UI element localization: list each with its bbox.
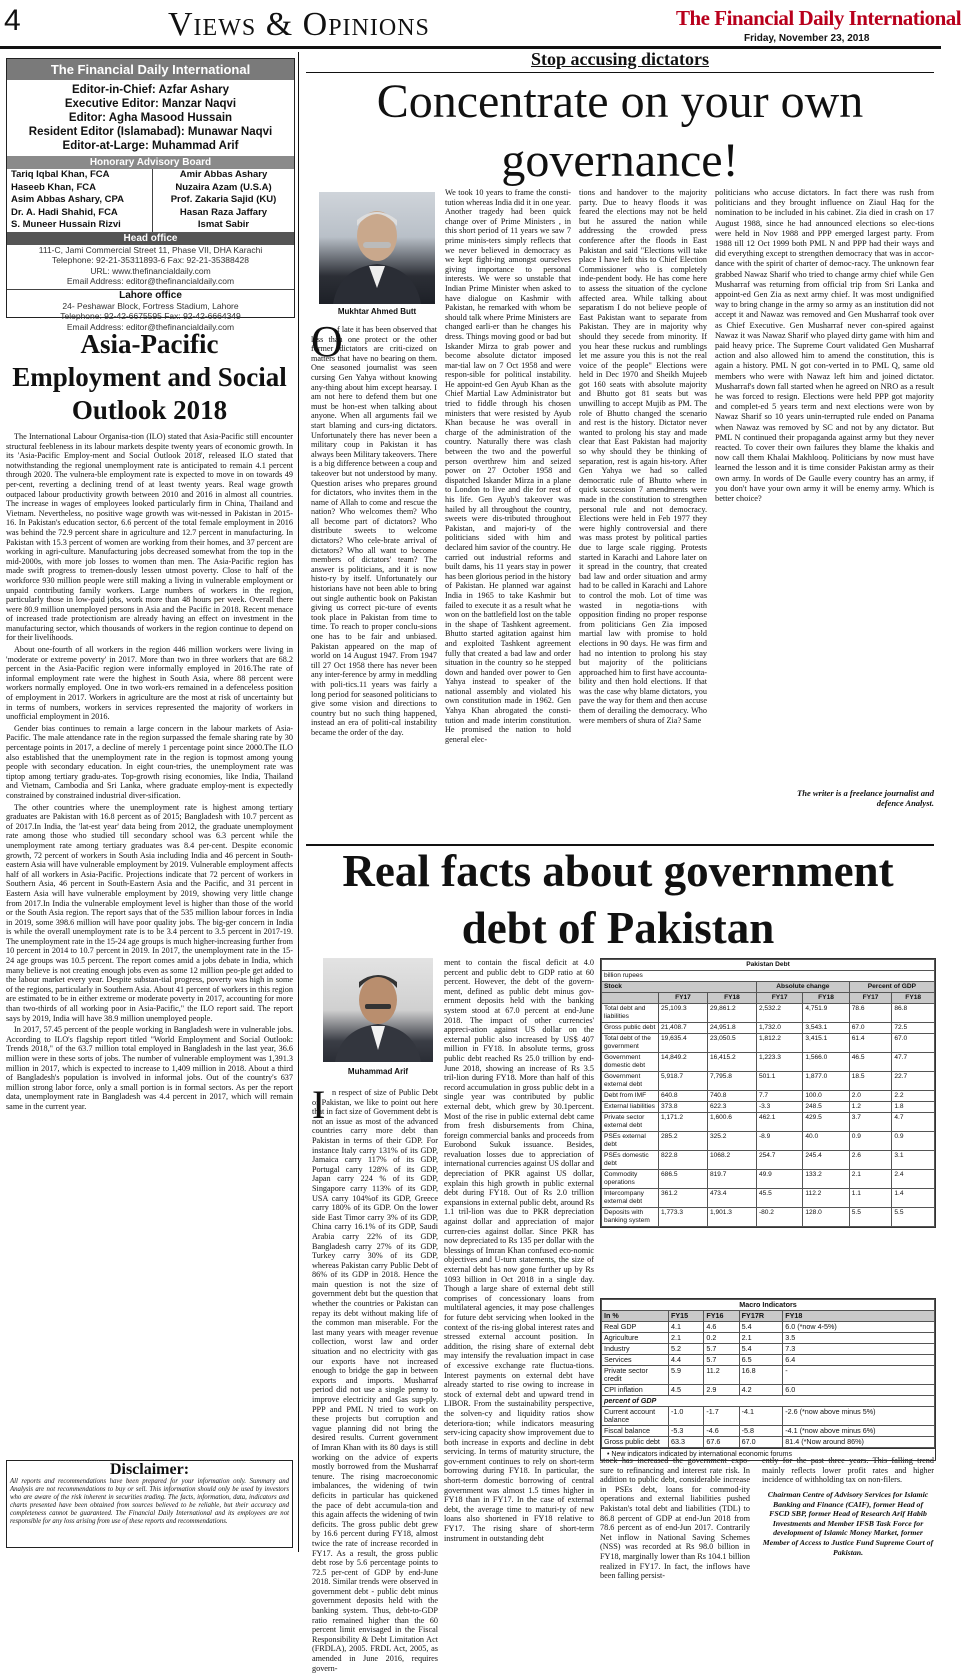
table-cell: 7.7 bbox=[756, 1091, 802, 1102]
table-cell: 1,812.2 bbox=[756, 1034, 802, 1053]
author-portrait-icon bbox=[319, 192, 435, 304]
table-row bbox=[602, 1366, 935, 1385]
table-cell: 14,849.2 bbox=[659, 1053, 708, 1072]
bottom-article-headline-2: debt of Pakistan bbox=[461, 903, 775, 953]
board-member: Tariq Iqbal Khan, FCA bbox=[11, 169, 110, 180]
table-cell: 1,732.0 bbox=[756, 1023, 802, 1034]
table-cell: 6.4 bbox=[783, 1355, 935, 1366]
lahore-office-title: Lahore office bbox=[7, 289, 294, 301]
editor-line: Resident Editor (Islamabad): Munawar Naqvi bbox=[28, 126, 273, 138]
bottom-article-author: Muhammad Arif bbox=[347, 1067, 409, 1076]
debt-table bbox=[601, 959, 935, 1227]
col-header: FY17R bbox=[739, 1311, 783, 1322]
row-label: Gross public debt bbox=[602, 1437, 669, 1448]
address-line: 111-C, Jami Commercial Street 11, Phase VII, DHA Karachi bbox=[38, 244, 263, 255]
top-article-col-2: We took 10 years to frame the consti-tution whereas India did it in one year. Another tragedy had been quick change over of Prime Ministers , in this short period of 11 years we saw 7 prime minis-ters simply reflects that we never believed in democracy as we kept fight-ing amongst ourselves giving importance to personal interests. We were so unstable that Indian Prime Minister when asked to have dialogue on Kashmir with Pakistan, he remarked with whom be should talk where Prime Ministers are changed earli-er than he changes his dress. Things moving good or bad but Iskander Mirza to grab power and become absolute dictator imposed mar-tial law on 7 Oct 1958 and were respon-sible for political instability. He appoint-ed Gen Ayub Khan as the Chief Martial Law Administrator but tried to fiddle through his chosen ministers that were resisted by Ayub Khan because he was overall in charge of the administration of the country. Naturally there was clash between the two and the powerful person overthrew him and seized power on 27 October 1958 and dispatched Iskander Mirza in a plane to London to live and die for rest of his life. Gen Ayub's takeover was hailed by all throughout the country, sweets were dis-tributed throughout Pakistan, and majori-ty of the politicians sided with him and declared him savior of the country. He carried out industrial reforms and built dams, his 11 years stay in power has been glorious period in the history of Pakistan. He planned war against India in 1965 to take Kashmir but failed to execute it as a result what he won on the battlefield lost on the table in the shape of Tashkent agreement. Bhutto started agitation against him and exploited Tashkent agreement fully that created a bad law and order situation in the country so he stepped down and handed over power to Gen Yahya instead to speaker of the national assembly and violated his own constitution made in 1962. Gen Yahya Khan abrogated the consti-tution and made interim constitution. He promised the nation to hold general elec- bbox=[445, 188, 571, 744]
table-cell: 5.7 bbox=[704, 1344, 739, 1355]
disclaimer-title: Disclaimer: bbox=[109, 1461, 190, 1478]
table-row bbox=[602, 1072, 935, 1091]
address-line: Email Address: editor@thefinancialdaily.com bbox=[66, 276, 235, 286]
table-cell: 1,877.0 bbox=[803, 1072, 849, 1091]
editor-line: Editor: Agha Masood Hussain bbox=[68, 112, 233, 124]
table-cell: 128.0 bbox=[803, 1208, 849, 1227]
table-cell: 2.1 bbox=[669, 1333, 704, 1344]
debt-table-unit: billion rupees bbox=[602, 971, 935, 982]
table-row bbox=[602, 1113, 935, 1132]
table-cell: 3,543.1 bbox=[803, 1023, 849, 1034]
bottom-article-col-2: ment to contain the fiscal deficit at 4.0 percent and public debt to GDP ratio at 60 percent. However, the debt of the govern-ment, defined as public debt minus gov-ernment deposits held with the banking system stood at 67.0 percent at end-June 2018. The impact of other currencies' appreci-ation against US dollar on the external public also increased by US$ 407 million in FY18. In absolute terms, gross public debt reached Rs 25.0 trillion by end-June 2018, showing an increase of Rs 3.5 tril-lion during FY18. More than half of this record accumulation in gross public debt in a single year was contributed by public external debt, which grew by 30.1percent. Most of the rise in public external debt came from fresh disbursements from China, foreign commercial banks and proceeds from Eurobond Sukuk issuance. Besides, revaluation losses due to appreciation of international currencies against US dollar and depreciation of PKR against US dollar, explain this high growth in public external debt during FY18. Out of Rs 2.0 trillion expansions in external public debt, around Rs 1.1 tril-lion was due to PKR depreciation against dollar and appreciation of major curren-cies against dollar. Since PKR has now depreciated to Rs 135 per dollar with the blessings of Imran Khan confused eco-nomic objectives and U-turn statements, the size of external debt has now gone further up by Rs 1093 billion in Oct 2018 in a single day. Though a large share of external debt still comprises of concessionary loans from multilateral agencies, it may pose challenges for future debt servicing when looked in the context of the ris-ing global interest rates and stressed external account position. In addition, the rising share of external debt may intensify the revaluation impact in case of excessive exchange rate fluctua-tions. Interest payments on external debt have already started to rise owing to increase in stock of external debt and upward trend in LIBOR. From the sustainability perspective, the solven-cy and liquidity ratios show deteriora-tion; while indicators measuring serv-icing capacity show improvement due to both increase in exports and decline in debt servicing. In terms of maturity structure, the gov-ernment continues to rely on short-term borrowing during FY18. In particular, the short-term domestic borrowing of central government was almost 1.5 times higher in FY18 than in FY17. In the case of external debt, the average time to maturi-ty of new loans also shortened in FY18 relative to FY17. The rising share of short-term instrument in outstanding debt bbox=[444, 958, 594, 1543]
row-label: Intercompany external debt bbox=[602, 1189, 659, 1208]
debt-table-title: Pakistan Debt bbox=[602, 960, 935, 971]
paragraph: Gender bias continues to remain a large concern in the labour markets of Asia-Pacific. The male attendance rate in the region surpassed the female sharing rate by 30 percentage points in 2017, a decline of merely 1 percentage point since 2000.The ILO also established that the unemployment rate in the region is topmost among young people with secondary education. In eight coun-tries, the unemployment rate was tiptop among tertiary gradu-ates. Top-growth rising economies, like India, Thailand and Vietnam, Cambodia and Sri Lanka, where graduate employ-ment is expectedly constrained by constrained industrial diver-sification. bbox=[6, 723, 293, 800]
table-cell: 5.7 bbox=[704, 1355, 739, 1366]
table-cell: -80.2 bbox=[756, 1208, 802, 1227]
board-member: Prof. Zakaria Sajid (KU) bbox=[170, 194, 277, 205]
table-cell: 78.6 bbox=[849, 1004, 892, 1023]
table-cell: -1.0 bbox=[669, 1407, 704, 1426]
row-label: External liabilities bbox=[602, 1102, 659, 1113]
editor-line: Editor-at-Large: Muhammad Arif bbox=[62, 140, 239, 152]
year-header: FY17 bbox=[756, 993, 802, 1004]
table-cell: 0.9 bbox=[849, 1132, 892, 1151]
row-label: Private sector external debt bbox=[602, 1113, 659, 1132]
row-label: PSEs external debt bbox=[602, 1132, 659, 1151]
macro-table-box bbox=[600, 1298, 936, 1461]
table-cell: 112.2 bbox=[803, 1189, 849, 1208]
column-divider bbox=[298, 52, 299, 1552]
year-header: FY18 bbox=[803, 993, 849, 1004]
table-cell: 22.7 bbox=[892, 1072, 935, 1091]
row-label: Commodity operations bbox=[602, 1170, 659, 1189]
table-cell: 4.2 bbox=[739, 1385, 783, 1396]
head-office-title: Head office bbox=[7, 232, 294, 245]
table-cell: 6.0 (*now 4-5%) bbox=[783, 1322, 935, 1333]
table-cell: 2.0 bbox=[849, 1091, 892, 1102]
address-line: Telephone: 92-42-6675595 Fax: 92-42-6664349 bbox=[60, 311, 241, 321]
table-cell: -1.7 bbox=[704, 1407, 739, 1426]
top-article-headline-2: governance! bbox=[501, 134, 739, 187]
row-label: CPI inflation bbox=[602, 1385, 669, 1396]
col-header: FY15 bbox=[669, 1311, 704, 1322]
table-cell: 40.0 bbox=[803, 1132, 849, 1151]
table-row bbox=[602, 1407, 935, 1426]
table-cell: 3.1 bbox=[892, 1151, 935, 1170]
table-cell: 4.1 bbox=[669, 1322, 704, 1333]
row-label: Current account balance bbox=[602, 1407, 669, 1426]
table-row bbox=[602, 1322, 935, 1333]
table-row bbox=[602, 1053, 935, 1072]
row-label: Debt from IMF bbox=[602, 1091, 659, 1102]
disclaimer-text: All reports and recommendations have been prepared for your information only. Summary and Analysis are not recommendations to buy or sell. This information should only be used by investors who are aware of the risk inherent in securities trading. The facts, information, data, indicators and charts presented have been obtained from sources believed to be reliable, but their accuracy and completeness cannot be guaranteed. The Financial Daily International and its employees are not responsible for any loss arising from use of these reports and recommendations. bbox=[10, 1478, 289, 1525]
table-row bbox=[602, 1091, 935, 1102]
table-cell: 24,951.8 bbox=[707, 1023, 756, 1034]
table-cell: -5.3 bbox=[669, 1426, 704, 1437]
paper-name: The Financial Daily International bbox=[676, 6, 961, 30]
table-cell: 4.6 bbox=[704, 1322, 739, 1333]
editors-list bbox=[7, 83, 294, 153]
table-cell: 1,901.3 bbox=[707, 1208, 756, 1227]
table-cell: 16,415.2 bbox=[707, 1053, 756, 1072]
table-cell: 0.9 bbox=[892, 1132, 935, 1151]
table-row bbox=[602, 1004, 935, 1023]
bottom-author-bio: Chairman Centre of Advisory Services for Islamic Banking and Finance (CAIF), former Head of FSCD SBP, former Head of Research Arif Habib Investments and Member IFSB Task Force for development of Islamic Money Market, former Member of Access to Justice Fund Supreme Court of Pakistan. bbox=[762, 1490, 934, 1557]
row-label: PSEs domestic debt bbox=[602, 1151, 659, 1170]
table-cell: 5.9 bbox=[669, 1366, 704, 1385]
top-writer-note: The writer is a freelance journalist and defence Analyst. bbox=[797, 788, 934, 808]
table-row bbox=[602, 1426, 935, 1437]
table-cell: 5.4 bbox=[739, 1322, 783, 1333]
table-cell: 248.5 bbox=[803, 1102, 849, 1113]
table-cell: 1,223.3 bbox=[756, 1053, 802, 1072]
table-cell: 2.4 bbox=[892, 1170, 935, 1189]
table-cell: 3,415.1 bbox=[803, 1034, 849, 1053]
table-cell: 361.2 bbox=[659, 1189, 708, 1208]
row-label: Fiscal balance bbox=[602, 1426, 669, 1437]
table-cell: -2.6 (*now above minus 5%) bbox=[783, 1407, 935, 1426]
table-cell: 285.2 bbox=[659, 1132, 708, 1151]
col-header: In % bbox=[602, 1311, 669, 1322]
table-cell: 473.4 bbox=[707, 1189, 756, 1208]
table-cell: 1,773.3 bbox=[659, 1208, 708, 1227]
table-cell: 1,566.0 bbox=[803, 1053, 849, 1072]
col-header: Stock bbox=[602, 982, 757, 993]
table-cell: 46.5 bbox=[849, 1053, 892, 1072]
table-cell: 1,171.2 bbox=[659, 1113, 708, 1132]
table-cell: 100.0 bbox=[803, 1091, 849, 1102]
macro-footnote bbox=[601, 1448, 935, 1460]
footnote-text: New indicators indicated by international economic forums bbox=[611, 1451, 792, 1458]
macro-table bbox=[601, 1299, 935, 1448]
top-article-author: Mukhtar Ahmed Butt bbox=[337, 307, 417, 316]
table-cell: 2.9 bbox=[704, 1385, 739, 1396]
table-cell: 429.5 bbox=[803, 1113, 849, 1132]
editor-line: Editor-in-Chief: Azfar Ashary bbox=[72, 84, 229, 96]
year-header: FY18 bbox=[707, 993, 756, 1004]
row-label: Services bbox=[602, 1355, 669, 1366]
table-cell: 2.6 bbox=[849, 1151, 892, 1170]
bottom-dropcap: I bbox=[312, 1082, 326, 1127]
table-cell: 1.8 bbox=[892, 1102, 935, 1113]
row-label: Deposits with banking system bbox=[602, 1208, 659, 1227]
table-cell: 19,635.4 bbox=[659, 1034, 708, 1053]
table-cell: -4.1 bbox=[739, 1407, 783, 1426]
table-cell: 1.1 bbox=[849, 1189, 892, 1208]
table-cell: 822.8 bbox=[659, 1151, 708, 1170]
section-title: Views & Opinions bbox=[168, 6, 430, 43]
table-cell: 67.0 bbox=[739, 1437, 783, 1448]
editor-line: Executive Editor: Manzar Naqvi bbox=[64, 98, 237, 110]
table-cell: 2.2 bbox=[892, 1091, 935, 1102]
table-cell: 4,751.9 bbox=[803, 1004, 849, 1023]
table-row bbox=[602, 1023, 935, 1034]
table-cell: 2,532.2 bbox=[756, 1004, 802, 1023]
advisory-board-title: Honorary Advisory Board bbox=[7, 156, 294, 169]
address-line: Email Address: editor@thefinancialdaily.com bbox=[66, 321, 235, 332]
col-header: FY18 bbox=[783, 1311, 935, 1322]
address-line: Telephone: 92-21-35311893-6 Fax: 92-21-35388428 bbox=[52, 255, 249, 265]
masthead-paper-name: The Financial Daily International bbox=[7, 59, 294, 80]
table-cell: 67.0 bbox=[892, 1034, 935, 1053]
table-cell: 4.5 bbox=[669, 1385, 704, 1396]
top-article-headline-1: Concentrate on your own bbox=[376, 75, 864, 128]
paragraph: About one-fourth of all workers in the region 446 million workers were living in 'moderate or extreme poverty' in 2017. More than two in three workers that are 68.2 percent in the Asia-Pacific region were informally employed in 2016.The rate of informal employment rate were the highest in South Asia, where 88 percent were workers normally employed. One in two work-ers remained in a defenceless position of employment in 2017. Workers in agriculture are the most at risk of uncertainty but in terms of numbers, workers in services represented the majority of workers in unofficial employment in 2016. bbox=[6, 645, 293, 722]
left-article-title: Asia-Pacific Employment and Social Outlook 2018 bbox=[12, 329, 287, 425]
table-cell: 254.7 bbox=[756, 1151, 802, 1170]
table-cell: -3.3 bbox=[756, 1102, 802, 1113]
table-row bbox=[602, 1132, 935, 1151]
table-cell: 23,050.5 bbox=[707, 1034, 756, 1053]
board-member: Nuzaira Azam (U.S.A) bbox=[175, 181, 272, 193]
year-header: FY18 bbox=[892, 993, 935, 1004]
table-cell: 25,109.3 bbox=[659, 1004, 708, 1023]
table-cell: 640.8 bbox=[659, 1091, 708, 1102]
board-member: Haseeb Khan, FCA bbox=[11, 181, 96, 193]
table-cell: 462.1 bbox=[756, 1113, 802, 1132]
board-member: Ismat Sabir bbox=[197, 219, 250, 230]
table-row bbox=[602, 1437, 935, 1448]
col-header: Percent of GDP bbox=[849, 982, 934, 993]
table-cell: 245.4 bbox=[803, 1151, 849, 1170]
table-cell: 373.8 bbox=[659, 1102, 708, 1113]
table-cell: 16.8 bbox=[739, 1366, 783, 1385]
table-cell: 1.2 bbox=[849, 1102, 892, 1113]
table-cell: 1,600.6 bbox=[707, 1113, 756, 1132]
table-row bbox=[602, 1170, 935, 1189]
table-cell: 819.7 bbox=[707, 1170, 756, 1189]
table-cell: 21,408.7 bbox=[659, 1023, 708, 1034]
debt-table-box bbox=[600, 958, 936, 1228]
table-cell: 45.5 bbox=[756, 1189, 802, 1208]
table-cell: -4.1 (*now above minus 6%) bbox=[783, 1426, 935, 1437]
table-row bbox=[602, 1355, 935, 1366]
year-header: FY17 bbox=[659, 993, 708, 1004]
table-cell: 67.0 bbox=[849, 1023, 892, 1034]
table-cell: 501.1 bbox=[756, 1072, 802, 1091]
table-cell: 7.3 bbox=[783, 1344, 935, 1355]
row-label: Real GDP bbox=[602, 1322, 669, 1333]
board-member: Amir Abbas Ashary bbox=[179, 169, 268, 180]
table-cell: 3.5 bbox=[783, 1333, 935, 1344]
row-label: Total debt and liabilities bbox=[602, 1004, 659, 1023]
table-cell: 18.5 bbox=[849, 1072, 892, 1091]
author-photo bbox=[319, 192, 435, 304]
address-line: URL: www.thefinancialdaily.com bbox=[90, 265, 211, 276]
row-label: Industry bbox=[602, 1344, 669, 1355]
top-article-col-4: politicians who accuse dictators. In fact there was rush from politicians and they brought influence on Ziaul Haq for the nomination to be included in his cabinet. Zia died in crash on 17 August 1988, since he had announced elections so elec-tions were held in Nov 1988 and PPP emerged largest party. From 1988 till 12 Oct 1999 both PML N and PPP had their ways and did everything except to strengthen democracy that was in accor-dance with the spirit of charter of democ-racy. The unknown fear grabbed Nawaz Sharif who tried to change army chief while Gen Musharraf was returning from official trip from Sri Lanka and appoint-ed Gen Zia as next army chief. It was most undignified way to bring change in the army so army as an institution did not accept it and Nawaz was removed and Gen Musharraf took over as Chief Executive. Gen Musharraf never con-spired against Nawaz it was Nawaz Sharif who played dirty game with him and paid heavy price. The Supreme Court validated Gen Musharraf action and also allowed him to amend the constitution, this is again a history. PML N got con-verted in to PML Q, same old members who were with Nawaz left him and joined dictator. Musharraf's down fall started when he agreed on NRO as a result he was forced to resign. Elections were held PPP got majority and complet-ed 5 years term and next elections were won by Nawaz Sharif so 10 years unin-terrupted rule ended on Panama when Nawaz was removed by SC and not by any dictator. But PML N continued their propaganda against army but they never reacted. To cover their own failures they blame the khakis and now call them Khalai Makhlooq. Politicians by now must have learned the lesson and it is time consider Pakistan army as their own army. In words of De Gaulle every country has an army, if you don't have your own army it will be enemy army. Which is better choice? bbox=[715, 188, 934, 504]
table-cell: - bbox=[783, 1366, 935, 1385]
col-header: FY16 bbox=[704, 1311, 739, 1322]
table-cell: 5.2 bbox=[669, 1344, 704, 1355]
address-line: 24- Peshawar Block, Fortress Stadium, Lahore bbox=[62, 300, 239, 311]
table-cell: 72.5 bbox=[892, 1023, 935, 1034]
table-cell: 6.5 bbox=[739, 1355, 783, 1366]
board-member: Asim Abbas Ashary, CPA bbox=[11, 194, 124, 205]
table-row bbox=[602, 1034, 935, 1053]
macro-table-title: Macro Indicators bbox=[602, 1300, 935, 1311]
disclaimer-box bbox=[6, 1460, 293, 1548]
table-cell: 1.4 bbox=[892, 1189, 935, 1208]
table-row bbox=[602, 1344, 935, 1355]
table-row bbox=[602, 1102, 935, 1113]
table-cell: 740.8 bbox=[707, 1091, 756, 1102]
table-cell: -4.6 bbox=[704, 1426, 739, 1437]
masthead-box bbox=[6, 58, 295, 332]
board-member: Dr. A. Hadi Shahid, FCA bbox=[11, 206, 118, 218]
table-cell: 29,861.2 bbox=[707, 1004, 756, 1023]
date-line: Friday, November 23, 2018 bbox=[744, 33, 870, 44]
table-cell: 4.4 bbox=[669, 1355, 704, 1366]
advisory-board-names bbox=[7, 169, 294, 232]
table-cell: 0.2 bbox=[704, 1333, 739, 1344]
table-row bbox=[602, 1385, 935, 1396]
row-label: Government domestic debt bbox=[602, 1053, 659, 1072]
col-header: Absolute change bbox=[756, 982, 849, 993]
table-cell: 133.2 bbox=[803, 1170, 849, 1189]
top-article-col-3: tions and handover to the majority party. Due to heavy floods it was feared the elections may not be held but he assured the nation while addressing the crowded press conference after the floods in East Pakistan and said "Elections will take place I have left this to Chief Election Commissioner who is completely inde-pendent body. He has come here to assess the situation of the cyclone affected area. While talking about separatism I do not believe people of East Pakistan want to separate from Pakistan. They are in majority why should they secede from minority. If you hear these ruckus and rumblings let me assure you this is not the real voice of the people" Elections were held in Dec 1970 and Sheikh Mujeeb got 160 seats with absolute majority and Bhutto got 81 seats but was unwilling to accept Mujib as PM. The role of Bhutto changed the scenario and rest is the history. Dictator never wanted to prolong his stay and made clear that East Pakistan had majority so why should they be thinking of separation, rest is again his-tory. After Gen Yahya we had so called democratic rule of Bhutto where in quick succession 7 amendments were made in the constitution to strengthen personal rule and not democracy. Elections were held in Feb 1977 they were highly controversial and there was mass protest by political parties due to large scale rigging. Protests started in Karachi and Lahore later on it spread in the country, that created bad law and order situation and army had to be called in Karachi and Lahore to control the mob. Lot of time was wasted in negotia-tions with opposition finding no proper response from politicians Gen Zia imposed martial law with promise to hold elections in 90 days. He was firm and had no intention to prolong his stay but majority of the politicians approached him to first have accounta-bility and then hold elections. If that was the case why blame dictators, you pave the way for them and then accuse them of derailing the democracy. Who were members of shura of Zia? Same bbox=[579, 188, 707, 725]
left-article-body bbox=[6, 432, 293, 1450]
table-cell: 47.7 bbox=[892, 1053, 935, 1072]
table-cell: 1068.2 bbox=[707, 1151, 756, 1170]
table-cell: 5,918.7 bbox=[659, 1072, 708, 1091]
table-cell: 2.1 bbox=[739, 1333, 783, 1344]
table-cell: 67.6 bbox=[704, 1437, 739, 1448]
paragraph: The International Labour Organisa-tion (ILO) stated that Asia-Pacific still encounter structural feebleness in its labour markets despite twenty years of economic growth. In its 'Asia-Pacific Employ-ment and Social Outlook 2018', released ILO stated that notwithstanding the regional unemployment rate is anticipated to remain 4.1 percent through 2020. The vulnera-ble employment rate is expected to move in on towards 49 per-cent, reverting a declining trend of at least twenty years. Real wage growth outpaced labour productivity growth between 2010 and 2016 in almost all countries. The increase in wages of employees looked particularly firm in China, Thailand and Vietnam. Nevertheless, no positive wage growth was wit-nessed in Pakistan in 2015-16. In Pakistan's education sector, 6.6 percent of the total female employment in 2016 was behind the 72.9 percent share in agriculture and 12.7 percent in manufacturing. In Pakistan with 15.3 percent of women are working from their homes, and 37 percent are working in agri-culture. Manufacturing jobs decreased somewhat from the top in the mid-2000s, with more job losses to women than men. The Asia-Pacific region has made swift progress to tremen-dously lessen utmost poverty. Close to half of the workforce 930 million people were still making a living in vulnerable employment or unpaid contributing family workers. Large numbers of workers in the region, particularly those in low-paid jobs, work more than 48 hours per week. Overall there were 80.9 million unemployed persons in Asia and the Pacific in 2018. Recent menace of increased trade protectionism are already having an effect on investment in the manufacturing sector, which thousands of workers in the region continue to depend on for their livelihoods. bbox=[6, 432, 293, 643]
table-cell: 2.1 bbox=[849, 1170, 892, 1189]
paragraph: In 2017, 57.45 percent of the people working in Bangladesh were in vulnerable jobs. According to ILO's flagship report titled "World Employment and Social Outlook: Trends 2018," of the 63.7 million total employed in Bangladesh in the last year, 36.6 million were in these sorts of jobs. The number of vulnerable employment was 1,391.3 million in 2017, which is expected to increase to 1,409 million in 2018. About a third of Bangladesh's population is involved in informal jobs. Out of the country's 637 million strong labor force, only a small portion is in formal sectors. As per the report data, unemployment rate in Bangladesh was 4.4 percent in 2017, which will remain same in the current year. bbox=[6, 1025, 293, 1111]
bottom-article-col-4: ently for the past three years. This falling trend mainly reflects lower profit rates and higher incidence of withholding tax on non-filers. bbox=[762, 1456, 934, 1485]
year-header: FY17 bbox=[849, 993, 892, 1004]
table-cell: 5.5 bbox=[849, 1208, 892, 1227]
paragraph: The other countries where the unemployment rate is highest among tertiary graduates are Pakistan with 16.8 percent as of 2015; Bangladesh with 10.7 percent as of 2017.In India, the 'lat-est year' data being from 2012, the graduate unemployment rate among those who studied till secondary school was 6.3 percent while the unemployment rate among tertiary graduates was 8.4 per-cent. Despite economic growth, 72 percent of workers in South Asia including India and 46 percent in South-eastern Asia will have vulnerable employment by 2019. Vulnerable employment affects half of all workers in Asia-Pacific. Projections indicate that 72 percent of workers in Southern Asia, 46 percent in South-Eastern Asia and the Pacific, and 31 percent in Eastern Asia will have vulnerable employment by 2019, showing very little change from 2017.In India the vulnerable employment level is higher than those of the world or the South Asia region. The report says that of the 535 million labour forces in India in 2019, some 398.6 million will have poor quality jobs. The big-ger concern in India is while the overall unemployment rate is to be 3.4 percent to 3.5 percent in 2017-19. The unemployment rate in the 15-24 age groups is much higher-increasing further from 10 percent in 2014 to 10.7 percent in 2019. In 2017, the unemployment rate in the 15-24 age groups was 10.5 percent. The report comes amid a jobs debate in India, which many believe is not creating enough jobs even as some 12 million peo-ple get added to the labour market every year. Despite substan-tial progress, poverty was high in some of the regions, particularly in Southern Asia. About 41 percent of workers in this region are estimated to be in either extreme or moderate poverty in 2017, accounting for more than two-thirds of all working poor in Asia-Pacific," the ILO report said. The report says by 2019, India will have 38.9 million unemployed people. bbox=[6, 802, 293, 1023]
top-article-kicker: Stop accusing dictators bbox=[530, 49, 709, 69]
table-cell: -8.9 bbox=[756, 1132, 802, 1151]
table-row bbox=[602, 1189, 935, 1208]
top-article-col-1: f late it has been observed that less than one protect or the other former dictators are criti-cized on matters that have no bearing on them. One seasoned journalist was seen cursing Gen Yahya without knowing any-thing about him except hearsay. I am not here to defend them but one must be hon-est when talking about anyone. When all arguments fail we start blaming and curs-ing dictators. Unfortunately there has never been a military coup in Pakistan it has always been Military takeovers. There is a big difference between a coup and takeover but not understood by many. Question arises who prepares ground for dictators, who invites them in the name of Allah to come and rescue the nation? Who welcomes them? Who all become part of dictators? Who distribute sweets to welcome dictators? Who cele-brate arrival of dictators? Who all want to become members of dictators' team? The answer is politicians, and it is now histo-ry by itself. Unfortunately our historians have not been able to bring out single authentic book on Pakistan giving us correct pic-ture of events took place in Pakistan from time to time. To reach to proper conclu-sions one has to be fair and unbiased. Pakistan appeared on the map of world on 14 August 1947. From 1947 till 27 Oct 1958 there has never been any inter-ference by army in meddling with poli-tics.11 years was fairly a long period for seasoned politicians to give some vision and directions to country but no such thing happened, instead an era of politi-cal instability became the order of the day. bbox=[311, 325, 438, 737]
table-cell: 3.7 bbox=[849, 1113, 892, 1132]
table-cell: 5.4 bbox=[739, 1344, 783, 1355]
row-label: Private sector credit bbox=[602, 1366, 669, 1385]
table-cell: 61.4 bbox=[849, 1034, 892, 1053]
gdp-subheader: percent of GDP bbox=[602, 1396, 935, 1407]
row-label: Gross public debt bbox=[602, 1023, 659, 1034]
author-portrait-icon bbox=[323, 958, 433, 1062]
table-cell: 622.3 bbox=[707, 1102, 756, 1113]
author-photo bbox=[323, 958, 433, 1062]
table-cell: 86.8 bbox=[892, 1004, 935, 1023]
head-office-info bbox=[7, 245, 294, 287]
table-cell: 325.2 bbox=[707, 1132, 756, 1151]
board-member: Hasan Raza Jaffary bbox=[179, 206, 268, 218]
row-label: Agriculture bbox=[602, 1333, 669, 1344]
bullet-icon: • bbox=[607, 1451, 610, 1458]
page-number: 4 bbox=[4, 4, 21, 37]
bottom-article-headline-1: Real facts about government bbox=[342, 846, 894, 896]
table-cell: 63.3 bbox=[669, 1437, 704, 1448]
table-cell: 81.4 (*Now around 86%) bbox=[783, 1437, 935, 1448]
board-member: S. Muneer Hussain Rizvi bbox=[11, 219, 121, 230]
table-cell: 7,795.8 bbox=[707, 1072, 756, 1091]
table-row bbox=[602, 1208, 935, 1227]
table-cell: 49.9 bbox=[756, 1170, 802, 1189]
table-row bbox=[602, 1333, 935, 1344]
table-cell: 5.5 bbox=[892, 1208, 935, 1227]
bottom-article-col-3: stock has increased the government expo-sure to refinancing and interest rate risk. In addition to public debt, considerable increase in PSEs debt, loans for commod-ity operations and external liabilities pushed Pakistan's total debt and liabilities (TDL) to 86.8 percent of GDP at end-Jun 2018 from 78.6 percent as of end-Jun 2017. Contrarily Net inflow in National Saving Schemes (NSS) was recorded at Rs 98.0 billion in FY18, marginally lower than Rs 104.1 billion realized in FY17. In fact, the inflows have been falling persist- bbox=[600, 1456, 750, 1581]
table-cell: -5.8 bbox=[739, 1426, 783, 1437]
table-cell: 6.0 bbox=[783, 1385, 935, 1396]
table-cell: 4.7 bbox=[892, 1113, 935, 1132]
bottom-article-col-1: n respect of size of Public Debt of Pakistan, we like to point out here that in fact size of Government debt is not an issue as most of the advanced countries carry more debt than Pakistan in terms of their GDP. For instance Italy carry 131% of its GDP, Jamaica carry 117% of its GDP, Portugal carry 128% of its GDP, Japan carry 224 % of its GDP, Singapore carry 113% of its GDP, USA carry 104%of its GDP, Greece carry 180% of its GDP. On the lower side East Timor carry 3% of its GDP, China carry 16.1% of its GDP, Saudi Arabia carry 22% of its GDP, Bangladesh carry 27% of its GDP, Turkey carry 30% of its GDP, whereas Pakistan carry Public Debt of 86% of its GDP in 2018. Hence the main question is not the size of government debt but the question that whether the countries or Pakistan can repay its debt without making life of the common man miserable. For the last many years with meager revenue collection, worst law and order situation and no electricity with gas our exports have not increased enough to bridge the gap in between exports and imports. Musharraf period did not use a single penny to improve electricity and Gas sup-ply. PPP and PML N tried to work on these projects but corruption and vague planning did not bring the desired results. Current government of Imran Khan with its 80 days is still working on the advice of experts mostly borrowed from the Musharraf tenure. The rising macroeconomic imbalances, the widening of twin deficits in particular has quickened the pace of debt accumula-tion and this again affects the widening of twin deficits. The gross public debt grew by 16.6 percent during FY18, almost twice the rate of increase recorded in FY17. As a result, the gross public debt rose by 5.6 percentage points to 72.5 per-cent of GDP by end-June 2018. Similar trends were observed in government debt - public debt minus government deposits held with the banking system. Thus, debt-to-GDP ratio remained higher than the 60 percent limit envisaged in the Fiscal Responsibility & Debt Limitation Act (FRDLA), 2005. FRDL Act, 2005, as amended in June 2016, requires govern- bbox=[312, 1088, 438, 1673]
table-row bbox=[602, 1151, 935, 1170]
table-cell: 686.5 bbox=[659, 1170, 708, 1189]
row-label: Total debt of the government bbox=[602, 1034, 659, 1053]
table-cell: 11.2 bbox=[704, 1366, 739, 1385]
top-dropcap: O bbox=[311, 317, 343, 366]
row-label: Government external debt bbox=[602, 1072, 659, 1091]
